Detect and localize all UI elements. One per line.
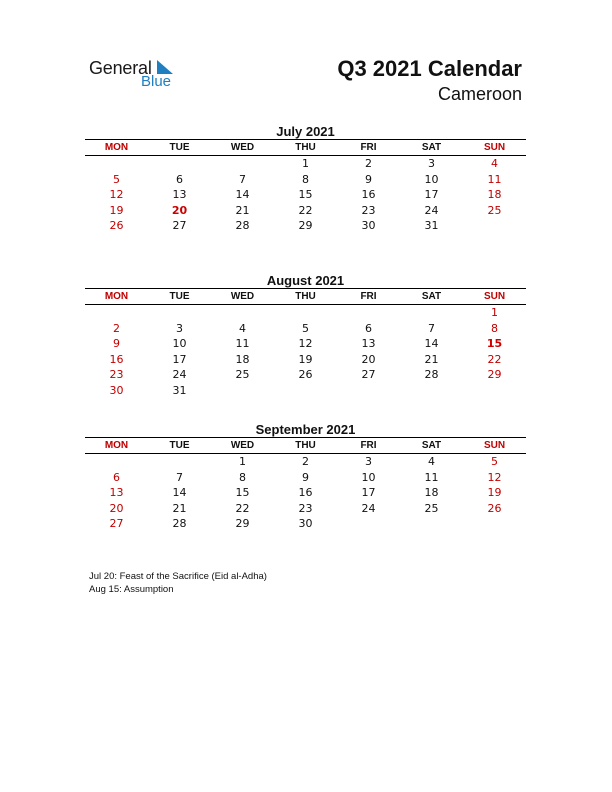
day-cell: 13 — [172, 188, 187, 201]
day-cell: 29 — [298, 219, 313, 232]
day-cell: 30 — [361, 219, 376, 232]
day-header-row — [85, 289, 526, 305]
day-cell: 25 — [235, 368, 250, 381]
day-header: TUE — [169, 142, 190, 153]
day-cell: 5 — [302, 321, 309, 335]
page-title: Q3 2021 Calendar — [337, 56, 522, 81]
day-cell: 17 — [424, 188, 439, 201]
day-cell: 31 — [172, 383, 187, 397]
day-header: FRI — [360, 440, 377, 451]
day-cell: 5 — [113, 172, 120, 186]
day-cell: 26 — [109, 219, 124, 232]
day-cell — [463, 383, 526, 399]
month-block — [85, 273, 526, 398]
day-cell: 1 — [491, 306, 498, 319]
day-header: TUE — [169, 291, 190, 302]
day-cell: 7 — [239, 172, 246, 186]
day-cell — [400, 383, 463, 399]
day-cell: 16 — [298, 486, 313, 499]
day-cell: 2 — [302, 455, 309, 468]
day-header: SAT — [421, 440, 442, 451]
day-cell: 12 — [298, 337, 313, 350]
week-row — [85, 516, 526, 532]
week-row — [85, 336, 526, 352]
day-cell: 30 — [298, 517, 313, 530]
day-cell: 26 — [298, 368, 313, 381]
day-cell — [148, 305, 211, 321]
day-cell — [463, 516, 526, 532]
day-cell: 28 — [235, 219, 250, 232]
logo-triangle-icon — [157, 60, 173, 74]
day-cell — [463, 218, 526, 234]
day-header: WED — [230, 142, 255, 153]
day-cell — [337, 516, 400, 532]
day-cell: 25 — [487, 203, 502, 217]
day-cell: 6 — [365, 321, 372, 335]
day-cell — [337, 383, 400, 399]
day-header: THU — [295, 142, 316, 153]
day-cell: 25 — [424, 501, 439, 515]
day-cell: 22 — [487, 352, 502, 366]
day-header: TUE — [169, 440, 190, 451]
day-cell: 10 — [361, 470, 376, 484]
day-cell: 9 — [113, 337, 120, 350]
day-cell: 3 — [176, 321, 183, 335]
day-cell: 1 — [302, 157, 309, 170]
day-header: SUN — [483, 291, 506, 302]
day-header: MON — [104, 440, 129, 451]
day-cell — [148, 156, 211, 172]
week-row — [85, 305, 526, 321]
day-header: SUN — [483, 142, 506, 153]
day-cell: 21 — [172, 501, 187, 515]
day-cell: 4 — [491, 157, 498, 170]
day-cell: 9 — [365, 172, 372, 186]
day-cell: 5 — [491, 455, 498, 468]
day-cell: 13 — [109, 486, 124, 499]
day-cell: 22 — [235, 501, 250, 515]
day-cell — [211, 305, 274, 321]
day-cell: 18 — [487, 188, 502, 201]
day-cell: 17 — [172, 352, 187, 366]
day-cell: 10 — [424, 172, 439, 186]
day-cell: 15 — [486, 337, 503, 350]
day-cell — [85, 454, 148, 470]
day-header: SAT — [421, 291, 442, 302]
day-cell: 20 — [109, 501, 124, 515]
week-row — [85, 383, 526, 399]
day-cell: 20 — [361, 352, 376, 366]
holiday-note: Aug 15: Assumption — [89, 584, 174, 595]
day-header: SAT — [421, 142, 442, 153]
day-header: WED — [230, 291, 255, 302]
day-cell: 20 — [171, 203, 188, 217]
day-cell: 11 — [235, 337, 250, 350]
month-title: July 2021 — [276, 124, 335, 139]
day-cell: 8 — [491, 321, 498, 335]
day-cell: 28 — [172, 517, 187, 530]
week-row — [85, 501, 526, 517]
month-block — [85, 422, 526, 532]
logo-blue-text: Blue — [141, 73, 172, 90]
day-cell: 27 — [109, 517, 124, 530]
day-header: MON — [104, 142, 129, 153]
day-cell — [85, 156, 148, 172]
day-cell: 22 — [298, 203, 313, 217]
day-cell: 26 — [487, 501, 502, 515]
holiday-notes — [89, 570, 267, 596]
day-cell — [211, 156, 274, 172]
day-cell: 28 — [424, 368, 439, 381]
day-cell — [337, 305, 400, 321]
day-cell: 17 — [361, 486, 376, 499]
day-cell — [211, 383, 274, 399]
day-cell: 19 — [298, 352, 313, 366]
week-row — [85, 367, 526, 383]
day-cell: 15 — [235, 486, 250, 499]
day-header: FRI — [360, 291, 377, 302]
day-cell: 11 — [487, 172, 502, 186]
day-cell: 8 — [239, 470, 246, 484]
day-cell: 23 — [298, 501, 313, 515]
day-cell: 30 — [109, 383, 124, 397]
day-cell: 6 — [113, 470, 120, 484]
country-name: Cameroon — [437, 84, 522, 104]
day-cell — [400, 516, 463, 532]
day-cell: 14 — [172, 486, 187, 499]
week-row — [85, 352, 526, 368]
day-cell: 21 — [424, 352, 439, 366]
week-row — [85, 454, 526, 470]
day-cell: 2 — [113, 321, 120, 335]
day-cell: 15 — [298, 188, 313, 201]
day-cell: 23 — [361, 203, 376, 217]
day-cell: 6 — [176, 172, 183, 186]
day-header: MON — [104, 291, 129, 302]
day-cell: 14 — [424, 337, 439, 350]
day-cell: 21 — [235, 203, 250, 217]
day-cell: 19 — [487, 486, 502, 499]
month-title: September 2021 — [255, 422, 356, 437]
day-cell: 27 — [172, 219, 187, 232]
day-cell: 12 — [109, 188, 124, 201]
day-cell: 4 — [239, 321, 246, 335]
day-cell: 24 — [424, 203, 439, 217]
day-cell: 8 — [302, 172, 309, 186]
day-cell: 11 — [424, 470, 439, 484]
day-cell: 3 — [365, 455, 372, 468]
day-cell — [400, 305, 463, 321]
day-cell: 31 — [424, 219, 439, 232]
week-row — [85, 172, 526, 188]
week-row — [85, 203, 526, 219]
week-row — [85, 321, 526, 337]
day-header: SUN — [483, 440, 506, 451]
day-cell: 13 — [361, 337, 376, 350]
day-cell: 18 — [424, 486, 439, 499]
day-header: WED — [230, 440, 255, 451]
week-row — [85, 218, 526, 234]
day-header-row — [85, 140, 526, 156]
day-header: THU — [295, 291, 316, 302]
day-cell: 23 — [109, 368, 124, 381]
day-cell: 29 — [235, 517, 250, 530]
day-cell — [85, 305, 148, 321]
logo-general-text: General — [89, 58, 152, 78]
day-cell: 7 — [428, 321, 435, 335]
day-cell: 3 — [428, 157, 435, 170]
day-cell: 9 — [302, 470, 309, 484]
day-cell: 12 — [487, 470, 502, 484]
day-cell: 18 — [235, 352, 250, 366]
holiday-note: Jul 20: Feast of the Sacrifice (Eid al-Adha) — [89, 571, 267, 582]
day-cell — [274, 305, 337, 321]
day-cell: 4 — [428, 455, 435, 468]
day-cell: 7 — [176, 470, 183, 484]
logo — [89, 56, 199, 96]
day-cell: 24 — [172, 368, 187, 381]
week-row — [85, 156, 526, 172]
day-cell: 19 — [109, 203, 124, 217]
day-cell: 27 — [361, 368, 376, 381]
day-header-row — [85, 438, 526, 454]
month-title: August 2021 — [266, 273, 345, 288]
day-cell: 10 — [172, 337, 187, 350]
week-row — [85, 187, 526, 203]
day-cell: 29 — [487, 368, 502, 381]
day-cell: 14 — [235, 188, 250, 201]
day-cell: 16 — [109, 352, 124, 366]
day-cell: 16 — [361, 188, 376, 201]
day-cell — [148, 454, 211, 470]
day-cell: 1 — [239, 455, 246, 468]
day-cell: 2 — [365, 157, 372, 170]
day-cell — [274, 383, 337, 399]
week-row — [85, 485, 526, 501]
day-cell: 24 — [361, 501, 376, 515]
week-row — [85, 470, 526, 486]
day-header: THU — [295, 440, 316, 451]
month-block — [85, 124, 526, 234]
day-header: FRI — [360, 142, 377, 153]
